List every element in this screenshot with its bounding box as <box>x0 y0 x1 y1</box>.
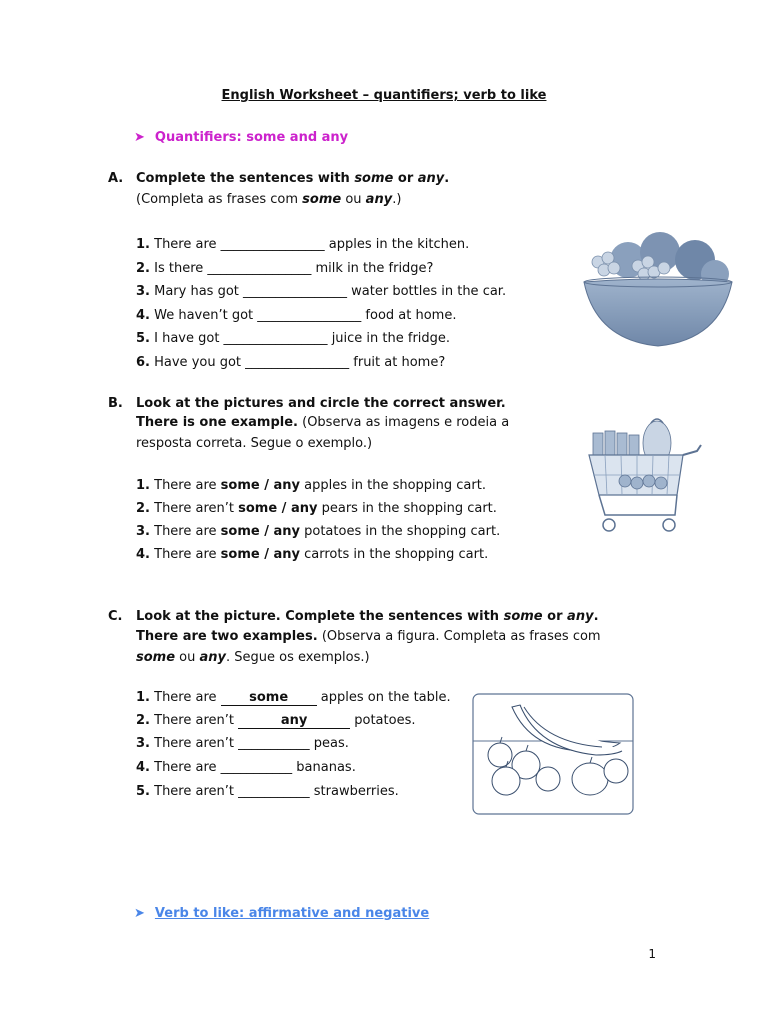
item-number: 2. <box>136 261 150 276</box>
item-post: carrots in the shopping cart. <box>300 547 489 562</box>
item-number: 4. <box>136 760 150 775</box>
exercise-a-item <box>136 261 433 276</box>
fruit-table-image <box>472 693 634 815</box>
exercise-b-item <box>136 547 488 562</box>
item-number: 5. <box>136 331 150 346</box>
exercise-b-note: (Observa as imagens e rodeia a <box>297 415 510 430</box>
item-pre: There are <box>154 524 221 539</box>
item-number: 1. <box>136 478 150 493</box>
item-number: 3. <box>136 736 150 751</box>
answer-blank[interactable]: ___________ <box>238 736 310 751</box>
choice-some-any[interactable]: some / any <box>220 478 300 493</box>
exercise-c-text: Look at the picture. Complete the sentences with <box>136 609 504 624</box>
item-number: 3. <box>136 284 150 299</box>
exercise-a-text: Complete the sentences with <box>136 171 355 186</box>
exercise-a-note <box>136 192 401 207</box>
exercise-c-item <box>136 690 451 706</box>
keyword-any: any <box>417 171 445 186</box>
note-or: ou <box>341 192 366 207</box>
item-pre: There are <box>154 547 221 562</box>
exercise-b-text: Look at the pictures and circle the correct answer. <box>136 396 506 411</box>
keyword-any: any <box>567 609 594 624</box>
note-or: ou <box>175 650 200 665</box>
answer-blank[interactable]: ___________ <box>238 784 310 799</box>
exercise-b-letter: B. <box>108 396 123 411</box>
item-number: 1. <box>136 690 150 705</box>
exercise-c-item <box>136 760 356 775</box>
item-post: potatoes in the shopping cart. <box>300 524 501 539</box>
item-post: peas. <box>309 736 349 751</box>
item-post: pears in the shopping cart. <box>317 501 497 516</box>
choice-some-any[interactable]: some / any <box>220 547 300 562</box>
item-post: bananas. <box>292 760 356 775</box>
keyword-some: some <box>302 192 342 207</box>
exercise-c-note-2 <box>136 650 370 665</box>
item-pre: There aren’t <box>154 784 239 799</box>
exercise-b-text-2: There is one example. <box>136 415 298 430</box>
exercise-c-item <box>136 784 399 799</box>
item-text: Mary has got ________________ water bottles in the car. <box>154 284 507 299</box>
punct: . <box>444 171 450 186</box>
item-post: potatoes. <box>350 713 416 728</box>
item-number: 1. <box>136 237 150 252</box>
item-text: We haven’t got ________________ food at home. <box>154 308 457 323</box>
worksheet-title: English Worksheet – quantifiers; verb to like <box>221 88 547 103</box>
note-text: (Completa as frases com <box>136 192 303 207</box>
item-text: I have got ________________ juice in the fridge. <box>154 331 451 346</box>
exercise-b-item <box>136 524 500 539</box>
item-number: 5. <box>136 784 150 799</box>
keyword-some: some <box>354 171 394 186</box>
exercise-a-instruction <box>108 171 449 186</box>
exercise-c-instruction-2 <box>136 629 601 644</box>
exercise-a-item <box>136 355 445 370</box>
item-number: 2. <box>136 501 150 516</box>
item-pre: There aren’t <box>154 501 239 516</box>
exercise-a-item <box>136 308 456 323</box>
keyword-any: any <box>199 650 227 665</box>
item-post: apples on the table. <box>316 690 451 705</box>
shopping-cart-image <box>585 415 705 540</box>
section-verb-like-heading <box>134 906 429 921</box>
choice-some-any[interactable]: some / any <box>238 501 318 516</box>
exercise-c-letter: C. <box>108 609 123 624</box>
exercise-a-item <box>136 237 469 252</box>
item-text: There are ________________ apples in the kitchen. <box>154 237 470 252</box>
keyword-some: some <box>503 609 543 624</box>
punct: . <box>593 609 599 624</box>
exercise-b-item <box>136 478 486 493</box>
item-pre: There aren’t <box>154 713 239 728</box>
answer-field[interactable]: some <box>221 690 317 706</box>
answer-field[interactable]: any <box>238 713 350 729</box>
arrow-icon: ➤ <box>134 906 145 921</box>
item-post: apples in the shopping cart. <box>300 478 486 493</box>
item-number: 2. <box>136 713 150 728</box>
keyword-or: or <box>393 171 418 186</box>
section-quantifiers-heading <box>134 130 348 145</box>
exercise-c-instruction <box>108 609 599 624</box>
exercise-c-text-2: There are two examples. <box>136 629 318 644</box>
exercise-b-note-2: resposta correta. Segue o exemplo.) <box>136 436 373 451</box>
exercise-b-instruction <box>108 396 506 411</box>
exercise-a-letter: A. <box>108 171 124 186</box>
exercise-c-item <box>136 713 415 729</box>
exercise-c-note: (Observa a figura. Completa as frases com <box>317 629 601 644</box>
section-quantifiers-label: Quantifiers: some and any <box>154 130 349 145</box>
item-number: 4. <box>136 308 150 323</box>
note-end: . Segue os exemplos.) <box>226 650 370 665</box>
page-number: 1 <box>648 947 656 961</box>
keyword-any: any <box>365 192 393 207</box>
fruit-bowl-image <box>580 222 736 354</box>
section-verb-like-label[interactable]: Verb to like: affirmative and negative <box>154 906 430 921</box>
exercise-a-item <box>136 284 506 299</box>
item-text: Is there ________________ milk in the fridge? <box>154 261 434 276</box>
exercise-b-instruction-2 <box>136 415 509 430</box>
choice-some-any[interactable]: some / any <box>220 524 300 539</box>
item-post: strawberries. <box>309 784 399 799</box>
item-pre: There aren’t <box>154 736 239 751</box>
item-number: 6. <box>136 355 150 370</box>
item-pre: There are <box>154 760 221 775</box>
keyword-some: some <box>136 650 176 665</box>
answer-blank[interactable]: ___________ <box>220 760 293 775</box>
keyword-or: or <box>542 609 568 624</box>
item-pre: There are <box>154 690 221 705</box>
exercise-c-item <box>136 736 349 751</box>
exercise-a-item <box>136 331 450 346</box>
note-end: .) <box>392 192 402 207</box>
item-pre: There are <box>154 478 221 493</box>
item-text: Have you got ________________ fruit at home? <box>154 355 446 370</box>
item-number: 4. <box>136 547 150 562</box>
item-number: 3. <box>136 524 150 539</box>
arrow-icon: ➤ <box>134 130 145 145</box>
exercise-b-item <box>136 501 497 516</box>
